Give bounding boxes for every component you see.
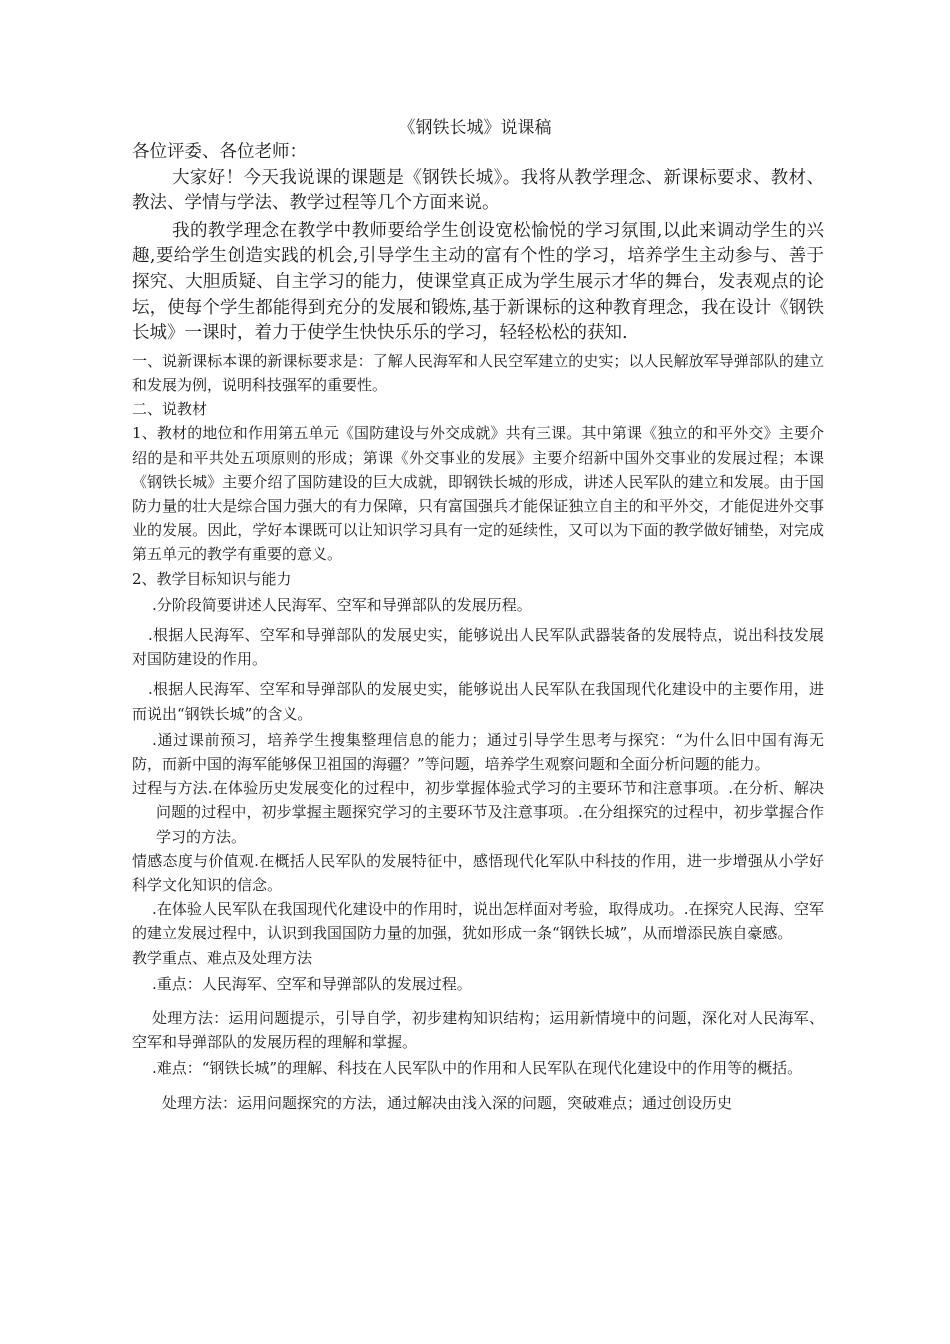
document-title: 《钢铁长城》说课稿 (398, 118, 552, 138)
goal-2: .根据人民海军、空军和导弹部队的发展史实，能够说出人民军队武器装备的发展特点，说出科技发展对国防建设的作用。 (132, 625, 824, 669)
goal-3: .根据人民海军、空军和导弹部队的发展史实，能够说出人民军队在我国现代化建设中的主要作用，进而说出“钢铁长城”的含义。 (132, 680, 824, 723)
focus-method: 处理方法：运用问题提示，引导自学，初步建构知识结构；运用新情境中的问题，深化对人民海军、空军和导弹部队的发展历程的理解和掌握。 (132, 1009, 824, 1052)
document-body (132, 140, 824, 1115)
goal-4: .通过课前预习，培养学生搜集整理信息的能力；通过引导学生思考与探究：“为什么旧中国有海无防，而新中国的海军能够保卫祖国的海疆？”等问题，培养学生观察问题和全面分析问题的能力。 (132, 730, 824, 773)
goal-1: .分阶段简要讲述人民海军、空军和导弹部队的发展历程。 (152, 595, 532, 614)
philosophy-paragraph: 我的教学理念在教学中教师要给学生创设宽松愉悦的学习氛围,以此来调动学生的兴趣,要给学生创造实践的机会,引导学生主动的富有个性的学习，培养学生主动参与、善于探究、大胆质疑、自主学习的能力，使课堂真正成为学生展示才华的舞台，发表观点的论坛，使每个学生都能得到充分的发展和锻炼,基于新课标的这种教育理念，我在设计《钢铁长城》一课时，着力于使学生快快乐乐的学习，轻轻松松的获知. (132, 220, 824, 344)
difficulty-method: 处理方法：运用问题探究的方法，通过解决由浅入深的问题，突破难点；通过创设历史 (162, 1093, 733, 1112)
process-and-method: 过程与方法.在体验历史发展变化的过程中，初步掌握体验式学习的主要环节和注意事项。.在分析、解决问题的过程中，初步掌握主题探究学习的主要环节及注意事项。.在分组探究的过程中，初步掌握合作学习的方法。 (132, 779, 824, 846)
focus-point: .重点：人民海军、空军和导弹部队的发展过程。 (152, 974, 472, 993)
section-1-curriculum: 一、说新课标本课的新课标要求是：了解人民海军和人民空军建立的史实；以人民解放军导弹部队的建立和发展为例，说明科技强军的重要性。 (132, 351, 824, 394)
section-2-heading: 二、说教材 (132, 400, 208, 419)
emotion-values: 情感态度与价值观.在概括人民军队的发展特征中，感悟现代化军队中科技的作用，进一步增强从小学好科学文化知识的信念。 (132, 851, 824, 895)
keypoints-heading: 教学重点、难点及处理方法 (132, 948, 313, 967)
item-1-textbook-role: 1、教材的地位和作用第五单元《国防建设与外交成就》共有三课。其中第课《独立的和平外交》主要介绍的是和平共处五项原则的形成；第课《外交事业的发展》主要介绍新中国外交事业的发展过程；本课《钢铁长城》主要介绍了国防建设的巨大成就，即钢铁长城的形成，讲述人民军队的建立和发展。由于国防力量的壮大是综合国力强大的有力保障，只有富国强兵才能保证独立自主的和平外交，才能促进外交事业的发展。因此，学好本课既可以让知识学习具有一定的延续性，又可以为下面的教学做好铺垫，对完成第五单元的教学有重要的意义。 (132, 424, 824, 564)
salutation: 各位评委、各位老师： (132, 142, 307, 162)
difficulty-point: .难点：“钢铁长城”的理解、科技在人民军队中的作用和人民军队在现代化建设中的作用等的概括。 (152, 1059, 803, 1078)
emotion-values-continued: .在体验人民军队在我国现代化建设中的作用时，说出怎样面对考验，取得成功。.在探究人民海、空军的建立发展过程中，认识到我国国防力量的加强，犹如形成一条“钢铁长城”，从而增添民族自豪感。 (132, 900, 824, 943)
intro-paragraph: 大家好！今天我说课的课题是《钢铁长城》。我将从教学理念、新课标要求、教材、教法、学情与学法、教学过程等几个方面来说。 (132, 167, 824, 214)
item-2-goals-heading: 2、教学目标知识与能力 (132, 569, 292, 588)
